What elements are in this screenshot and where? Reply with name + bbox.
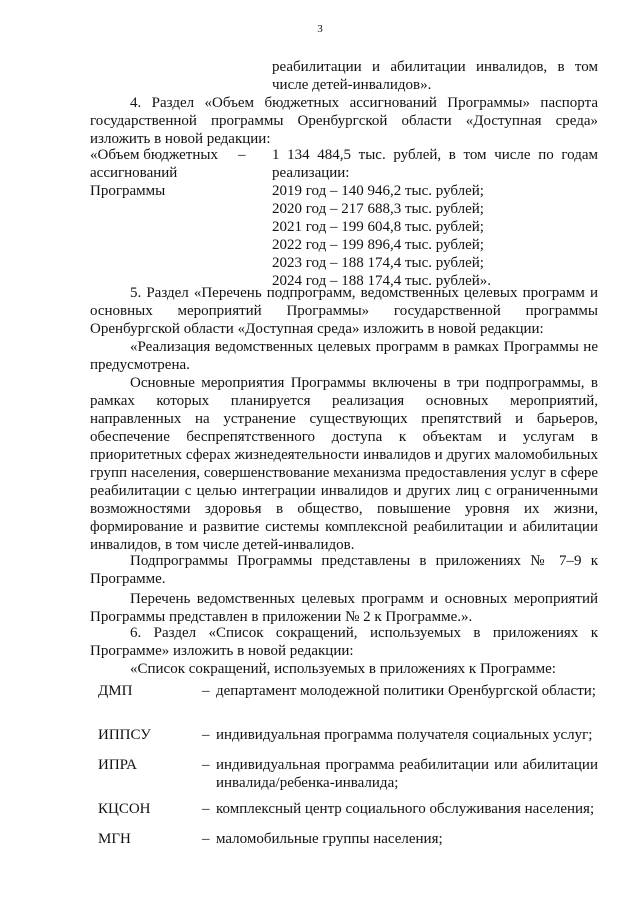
abbreviation-description: комплексный центр социального обслуживания населения;: [216, 801, 595, 817]
intro-continuation: реабилитации и абилитации инвалидов, в том числе детей-инвалидов».: [272, 59, 598, 93]
abbreviation-description: индивидуальная программа получателя социальных услуг;: [216, 727, 593, 743]
abbreviation-description: индивидуальная программа реабилитации или абилитации инвалида/ребенка-инвалида;: [216, 757, 598, 791]
abbreviation-term: ДМП: [98, 683, 133, 699]
budget-dash: –: [238, 147, 246, 163]
abbreviation-dash: –: [202, 727, 210, 743]
abbreviation-dash: –: [202, 831, 210, 847]
budget-year-2022: 2022 год – 199 896,4 тыс. рублей;: [272, 237, 484, 253]
budget-year-2019: 2019 год – 140 946,2 тыс. рублей;: [272, 183, 484, 199]
abbreviation-dash: –: [202, 801, 210, 817]
abbreviation-dash: –: [202, 683, 210, 699]
abbreviation-term: МГН: [98, 831, 131, 847]
section-5-paragraph-2: Основные мероприятия Программы включены в три подпрограммы, в рамках которых планируется реализация основных мероприятий, направленных на устранение существующих препятствий и барьеров, обеспечение беспрепятственного доступа к объектам и услугам в приоритетных сферах жизнедеятельности инвалидов и других маломобильных групп населения, совершенствование механизма предоставления услуг в сфере реабилитации с целью интеграции инвалидов и других лиц с ограниченными возможностями здоровья в общество, повышение уровня их жизни, формирование и развитие системы комплексной реабилитации и абилитации инвалидов, в том числе детей-инвалидов.: [90, 375, 598, 553]
budget-label: «Объем бюджетных ассигнований Программы: [90, 147, 218, 199]
abbreviation-description: департамент молодежной политики Оренбургской области;: [216, 683, 596, 699]
section-4-heading: 4. Раздел «Объем бюджетных ассигнований Программы» паспорта государственной программы Оренбургской области «Доступная среда» изложить в новой редакции:: [90, 95, 598, 147]
abbreviation-term: ИПРА: [98, 757, 137, 773]
budget-year-2024: 2024 год – 188 174,4 тыс. рублей».: [272, 273, 492, 289]
budget-year-2023: 2023 год – 188 174,4 тыс. рублей;: [272, 255, 484, 271]
budget-year-2020: 2020 год – 217 688,3 тыс. рублей;: [272, 201, 484, 217]
section-5-paragraph-3: Подпрограммы Программы представлены в приложениях № 7–9 к Программе.: [90, 553, 598, 587]
section-6-heading: 6. Раздел «Список сокращений, используемых в приложениях к Программе» изложить в новой редакции:: [90, 625, 598, 659]
abbreviation-term: ИППСУ: [98, 727, 151, 743]
abbreviation-list-title: «Список сокращений, используемых в приложениях к Программе:: [130, 661, 556, 677]
budget-total: 1 134 484,5 тыс. рублей, в том числе по годам реализации:: [272, 147, 598, 181]
section-5-paragraph-1: «Реализация ведомственных целевых программ в рамках Программы не предусмотрена.: [90, 339, 598, 373]
budget-text: [272, 146, 598, 290]
section-5-heading: 5. Раздел «Перечень подпрограмм, ведомственных целевых программ и основных мероприятий Программы» государственной программы Оренбургской области «Доступная среда» изложить в новой редакции:: [90, 285, 598, 337]
section-5-paragraph-4: Перечень ведомственных целевых программ и основных мероприятий Программы представлен в приложении № 2 к Программе.».: [90, 591, 598, 625]
budget-year-2021: 2021 год – 199 604,8 тыс. рублей;: [272, 219, 484, 235]
page-number: 3: [317, 23, 323, 35]
abbreviation-description: маломобильные группы населения;: [216, 831, 443, 847]
abbreviation-term: КЦСОН: [98, 801, 151, 817]
abbreviation-dash: –: [202, 757, 210, 773]
